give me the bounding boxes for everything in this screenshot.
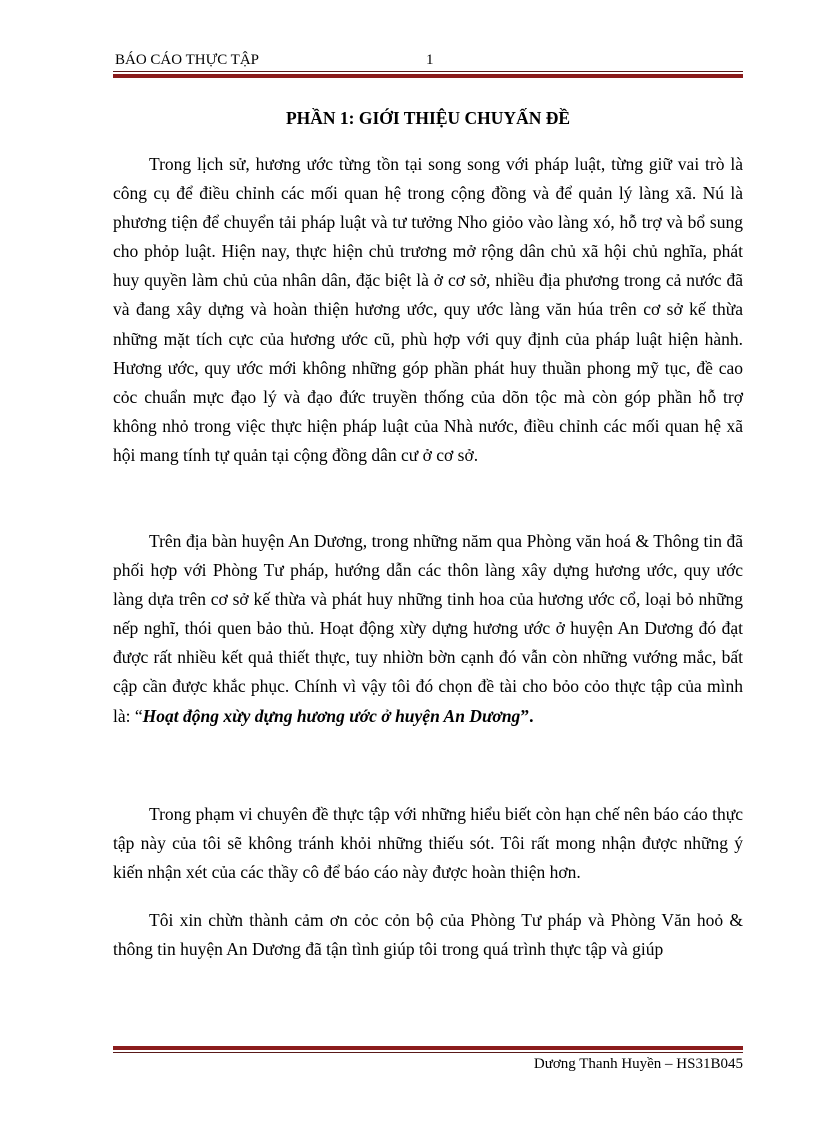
header-rule-thin [113, 71, 743, 72]
paragraph-3: Trong phạm vi chuyên đề thực tập với những hiểu biết còn hạn chế nên báo cáo thực tập này của tôi sẽ không tránh khỏi những thiếu sót. Tôi rất mong nhận được những ý kiến nhận xét của các thầy cô để báo cáo này được hoàn thiện hơn. [113, 804, 743, 883]
footer-rule-thin [113, 1052, 743, 1053]
topic-title: Hoạt động xừy dựng hương ước ở huyện An Dương [142, 705, 521, 726]
header-rule-thick [113, 74, 743, 78]
paragraph-2-end: ”. [520, 705, 534, 726]
footer-rule-thick [113, 1046, 743, 1050]
page-number: 1 [426, 52, 434, 68]
page-header [113, 52, 743, 70]
header-report-label: BÁO CÁO THỰC TẬP [115, 52, 260, 68]
paragraph-2 [113, 527, 743, 731]
section-title: PHẦN 1: GIỚI THIỆU CHUYẤN ĐỀ [285, 108, 571, 128]
paragraph-2-text: Trên địa bàn huyện An Dương, trong những năm qua Phòng văn hoá & Thông tin đã phối hợp với Phòng Tư pháp, hướng dẫn các thôn làng xây dựng hương ước, quy ước làng dựa trên cơ sở kế thừa và phát huy những tinh hoa của hương ước cổ, loại bỏ những nếp nghĩ, thói quen bảo thủ. Hoạt động xừy dựng hương ước ở huyện An Dương đó đạt được rất nhiều kết quả thiết thực, tuy nhiờn bờn cạnh đó vẫn còn những vướng mắc, bất cập cần được khắc phục. Chính vì vậy tôi đó chọn đề tài cho bỏo cỏo thực tập của mình là: “ [113, 531, 743, 726]
paragraph-1: Trong lịch sử, hương ước từng tồn tại song song với pháp luật, từng giữ vai trò là công cụ để điều chỉnh các mối quan hệ trong cộng đồng và để quản lý làng xã. Nú là phương tiện để chuyển tải pháp luật và tư tưởng Nho giỏo vào làng xó, hỗ trợ và bổ sung cho phỏp luật. Hiện nay, thực hiện chủ trương mở rộng dân chủ xã hội chủ nghĩa, phát huy quyền làm chủ của nhân dân, đặc biệt là ở cơ sở, nhiều địa phương trong cả nước đã và đang xây dựng và hoàn thiện hương ước, quy ước làng văn húa trên cơ sở kế thừa những mặt tích cực của hương ước cũ, phù hợp với quy định của pháp luật hiện hành. Hương ước, quy ước mới không những góp phần phát huy thuần phong mỹ tục, đề cao cỏc chuẩn mực đạo lý và đạo đức truyền thống của dõn tộc mà còn góp phần hỗ trợ không nhỏ trong việc thực hiện pháp luật của Nhà nước, điều chỉnh các mối quan hệ xã hội mang tính tự quản tại cộng đồng dân cư ở cơ sở. [113, 154, 743, 465]
paragraph-4: Tôi xin chừn thành cảm ơn cỏc cỏn bộ của Phòng Tư pháp và Phòng Văn hoỏ & thông tin huyện An Dương đã tận tình giúp tôi trong quá trình thực tập và giúp [113, 910, 743, 960]
footer-author: Dương Thanh Huyền – HS31B045 [533, 1056, 743, 1072]
